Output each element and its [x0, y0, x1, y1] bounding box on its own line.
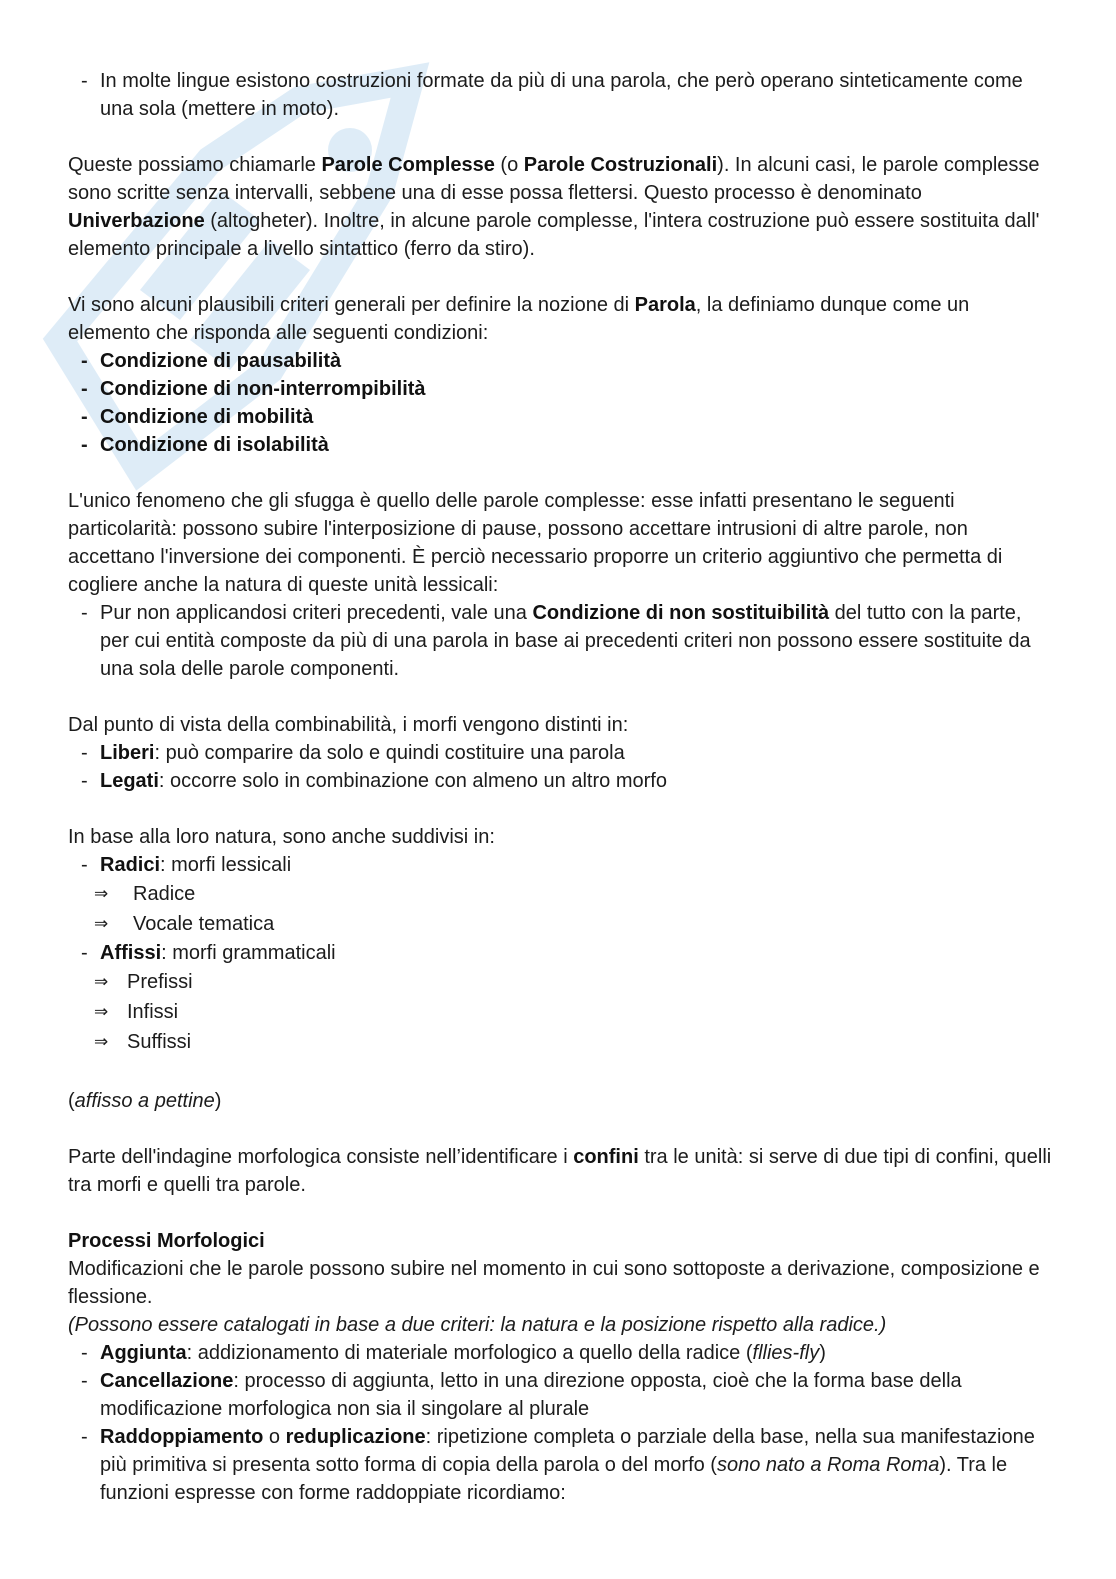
- text-span: tra le unità: si serve di due tipi di confini, quelli tra morfi e quelli tra parole.: [68, 1146, 1052, 1196]
- text-span: ): [214, 1090, 222, 1112]
- text-span: ): [819, 1342, 826, 1364]
- term-liberi: Liberi: [100, 742, 155, 764]
- sub-item-text: Suffissi: [127, 1031, 192, 1053]
- text-span: Pur non applicandosi criteri precedenti, vale una: [100, 602, 533, 624]
- list-item: [68, 67, 1053, 123]
- list-item: [68, 375, 1053, 403]
- text-span: ). In alcuni casi, le parole complesse sono scritte senza intervalli, sebbene una di esse possa flettersi. Questo processo è denominato: [68, 154, 1040, 204]
- text-span: : ripetizione completa o parziale della base, nella sua manifestazione più primitiva si presenta sotto forma di copia della parola o del morfo (: [100, 1426, 1035, 1476]
- text-span: : processo di aggiunta, letto in una direzione opposta, cioè che la forma base della modificazione morfologica non sia il singolare al plurale: [100, 1370, 962, 1420]
- paragraph-confini: [68, 1143, 1053, 1199]
- section-note: [68, 1311, 1053, 1339]
- sub-item: [68, 967, 1053, 997]
- term-reduplicazione: reduplicazione: [285, 1426, 426, 1448]
- text-span: Queste possiamo chiamarle: [68, 154, 322, 176]
- text-span: , la definiamo dunque come un elemento che risponda alle seguenti condizioni:: [68, 294, 970, 344]
- text-span: Vi sono alcuni plausibili criteri generali per definire la nozione di: [68, 294, 635, 316]
- list-item: [68, 1367, 1053, 1423]
- text-span: ). Tra le funzioni espresse con forme raddoppiate ricordiamo:: [100, 1454, 1008, 1504]
- section-heading: [68, 1227, 1053, 1255]
- term-parole-complesse: Parole Complesse: [321, 154, 495, 176]
- condition-item: Condizione di mobilità: [100, 406, 314, 428]
- note-text: (Possono essere catalogati in base a due criteri: la natura e la posizione rispetto alla radice.): [68, 1314, 887, 1336]
- example-text: fllies-fly: [752, 1342, 820, 1364]
- sub-item-text: Prefissi: [127, 971, 193, 993]
- list-item: [68, 431, 1053, 459]
- condition-item: Condizione di non-interrompibilità: [100, 378, 426, 400]
- text-span: : occorre solo in combinazione con almeno un altro morfo: [158, 770, 667, 792]
- term-raddoppiamento: Raddoppiamento: [100, 1426, 264, 1448]
- arrow-icon: ⇒: [94, 1032, 109, 1051]
- list-item: [68, 767, 1053, 795]
- paragraph-parola: [68, 291, 1053, 347]
- list-item: [68, 939, 1053, 967]
- term-cancellazione: Cancellazione: [100, 1370, 234, 1392]
- item-text: In molte lingue esistono costruzioni formate da più di una parola, che però operano sinteticamente come una sola (mettere in moto).: [100, 70, 1023, 120]
- arrow-icon: ⇒: [94, 972, 109, 991]
- sub-item-text: Radice: [133, 883, 196, 905]
- list-item: [68, 347, 1053, 375]
- paragraph-parole-complesse: [68, 151, 1053, 263]
- term-legati: Legati: [100, 770, 159, 792]
- sub-item: [68, 879, 1053, 909]
- text-span: : addizionamento di materiale morfologico a quello della radice (: [186, 1342, 753, 1364]
- term-aggiunta: Aggiunta: [100, 1342, 187, 1364]
- term-parole-costruzionali: Parole Costruzionali: [523, 154, 718, 176]
- paragraph-natura: In base alla loro natura, sono anche suddivisi in:: [68, 826, 495, 848]
- term-radici: Radici: [100, 854, 161, 876]
- text-span: : morfi lessicali: [160, 854, 292, 876]
- condition-item: Condizione di pausabilità: [100, 350, 342, 372]
- document-page: [68, 67, 1053, 1507]
- text-span: (o: [494, 154, 524, 176]
- term-affissi: Affissi: [100, 942, 162, 964]
- heading-text: Processi Morfologici: [68, 1230, 265, 1252]
- paragraph-affisso-pettine: [68, 1087, 1053, 1115]
- arrow-icon: ⇒: [94, 884, 109, 903]
- text-span: : morfi grammaticali: [161, 942, 336, 964]
- italic-term: affisso a pettine: [74, 1090, 215, 1112]
- sub-item-text: Infissi: [127, 1001, 179, 1023]
- text-span: Parte dell'indagine morfologica consiste nell’identificare i: [68, 1146, 574, 1168]
- sub-item: [68, 997, 1053, 1027]
- condition-item: Condizione di isolabilità: [100, 434, 329, 456]
- sub-item: [68, 1027, 1053, 1057]
- list-item: [68, 1423, 1053, 1507]
- text-span: (altogheter). Inoltre, in alcune parole complesse, l'intera costruzione può essere sostituita dall' elemento principale a livello sintattico (ferro da stiro).: [68, 210, 1040, 260]
- list-item: [68, 1339, 1053, 1367]
- sub-item-text: Vocale tematica: [133, 913, 275, 935]
- section-intro: Modificazioni che le parole possono subire nel momento in cui sono sottoposte a derivazione, composizione e flessione.: [68, 1258, 1040, 1308]
- example-text: sono nato a Roma Roma: [716, 1454, 940, 1476]
- text-span: : può comparire da solo e quindi costituire una parola: [154, 742, 625, 764]
- list-item: [68, 851, 1053, 879]
- list-item: [68, 739, 1053, 767]
- sub-item: [68, 909, 1053, 939]
- arrow-icon: ⇒: [94, 1002, 109, 1021]
- arrow-icon: ⇒: [94, 914, 109, 933]
- text-span: (: [68, 1090, 75, 1112]
- paragraph-fenomeno: L'unico fenomeno che gli sfugga è quello delle parole complesse: esse infatti presentano le seguenti particolarità: possono subire l'interposizione di pause, possono accettare intrusioni di altre parole, non accettano l'inversione dei componenti. È perciò necessario proporre un criterio aggiuntivo che permetta di cogliere anche la natura di queste unità lessicali:: [68, 490, 1003, 596]
- text-span: del tutto con la parte, per cui entità composte da più di una parola in base ai precedenti criteri non possono essere sostituite da una sola delle parole componenti.: [100, 602, 1031, 680]
- list-item: [68, 599, 1053, 683]
- term-non-sostituibilita: Condizione di non sostituibilità: [532, 602, 830, 624]
- text-span: o: [263, 1426, 286, 1448]
- term-univerbazione: Univerbazione: [68, 210, 205, 232]
- term-parola: Parola: [634, 294, 696, 316]
- list-item: [68, 403, 1053, 431]
- term-confini: confini: [573, 1146, 639, 1168]
- paragraph-combinabilita: Dal punto di vista della combinabilità, i morfi vengono distinti in:: [68, 714, 629, 736]
